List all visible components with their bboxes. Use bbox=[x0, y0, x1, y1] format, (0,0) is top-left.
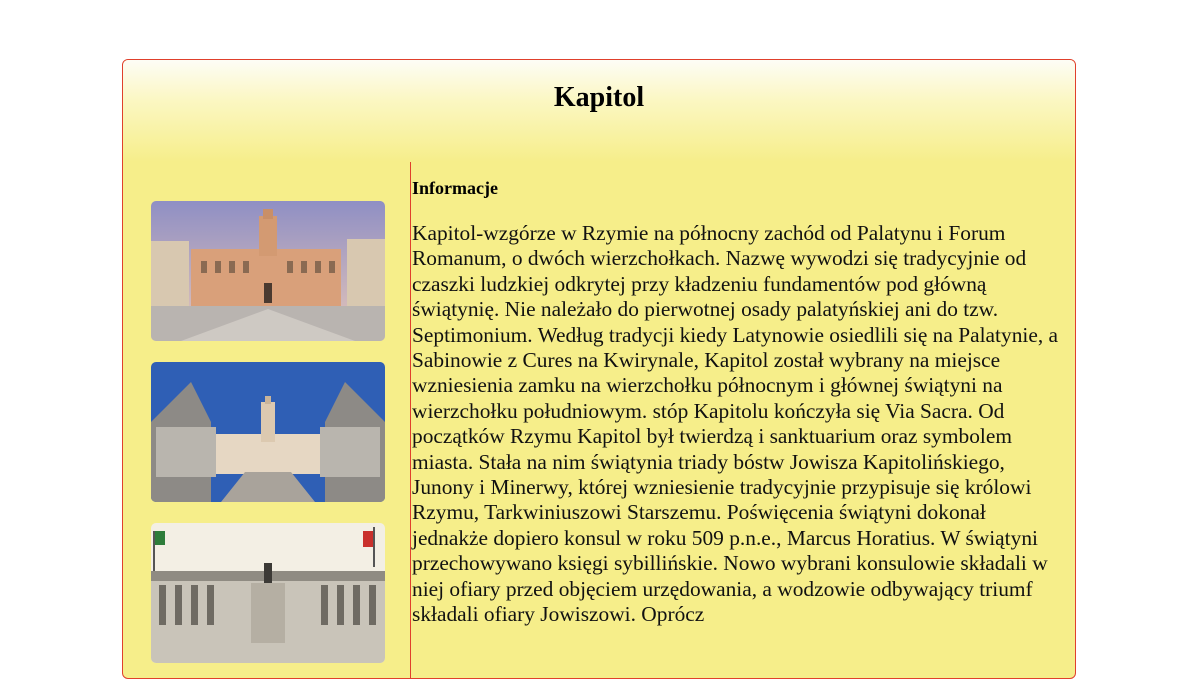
photo-piazza-campidoglio bbox=[151, 201, 385, 341]
photo-cordonata-dioscuri bbox=[151, 362, 385, 502]
page-title: Kapitol bbox=[553, 82, 645, 113]
main-panel bbox=[122, 59, 1076, 679]
info-body-text: Kapitol-wzgórze w Rzymie na północny zachód od Palatynu i Forum Romanum, o dwóch wierzchołkach. Nazwę wywodzi się tradycyjnie od czaszki ludzkiej odkrytej przy kładzeniu fundamentów pod główną świątynię. Nie należało do pierwotnej osady palatyńskiej ani do tzw. Septimonium. Według tradycji kiedy Latynowie osiedlili się na Palatynie, a Sabinowie z Cures na Kwirynale, Kapitol został wybrany na miejsce wzniesienia zamku na wierzchołku północnym i głównej świątyni na wierzchołku południowym. stóp Kapitolu kończyła się Via Sacra. Od początków Rzymu Kapitol był twierdzą i sanktuarium oraz symbolem miasta. Stała na nim świątynia triady bóstw Jowisza Kapitolińskiego, Junony i Minerwy, której wzniesienie tradycyjnie przypisuje się królowi Rzymu, Tarkwiniuszowi Starszemu. Poświęcenia świątyni dokonał jednakże dopiero konsul w roku 509 p.n.e., Marcus Horatius. W świątyni przechowywano księgi sybillińskie. Nowo wybrani konsulowie składali w niej ofiary przed objęciem urzędowania, a wodzowie odbywający triumf składali ofiary Jowiszowi. Oprócz bbox=[412, 221, 1059, 627]
header bbox=[123, 60, 1075, 162]
info-heading: Informacje bbox=[412, 178, 498, 198]
photo-gallery bbox=[151, 201, 385, 679]
column-divider bbox=[410, 162, 411, 679]
info-section bbox=[412, 178, 1067, 628]
photo-vittoriano bbox=[151, 523, 385, 663]
